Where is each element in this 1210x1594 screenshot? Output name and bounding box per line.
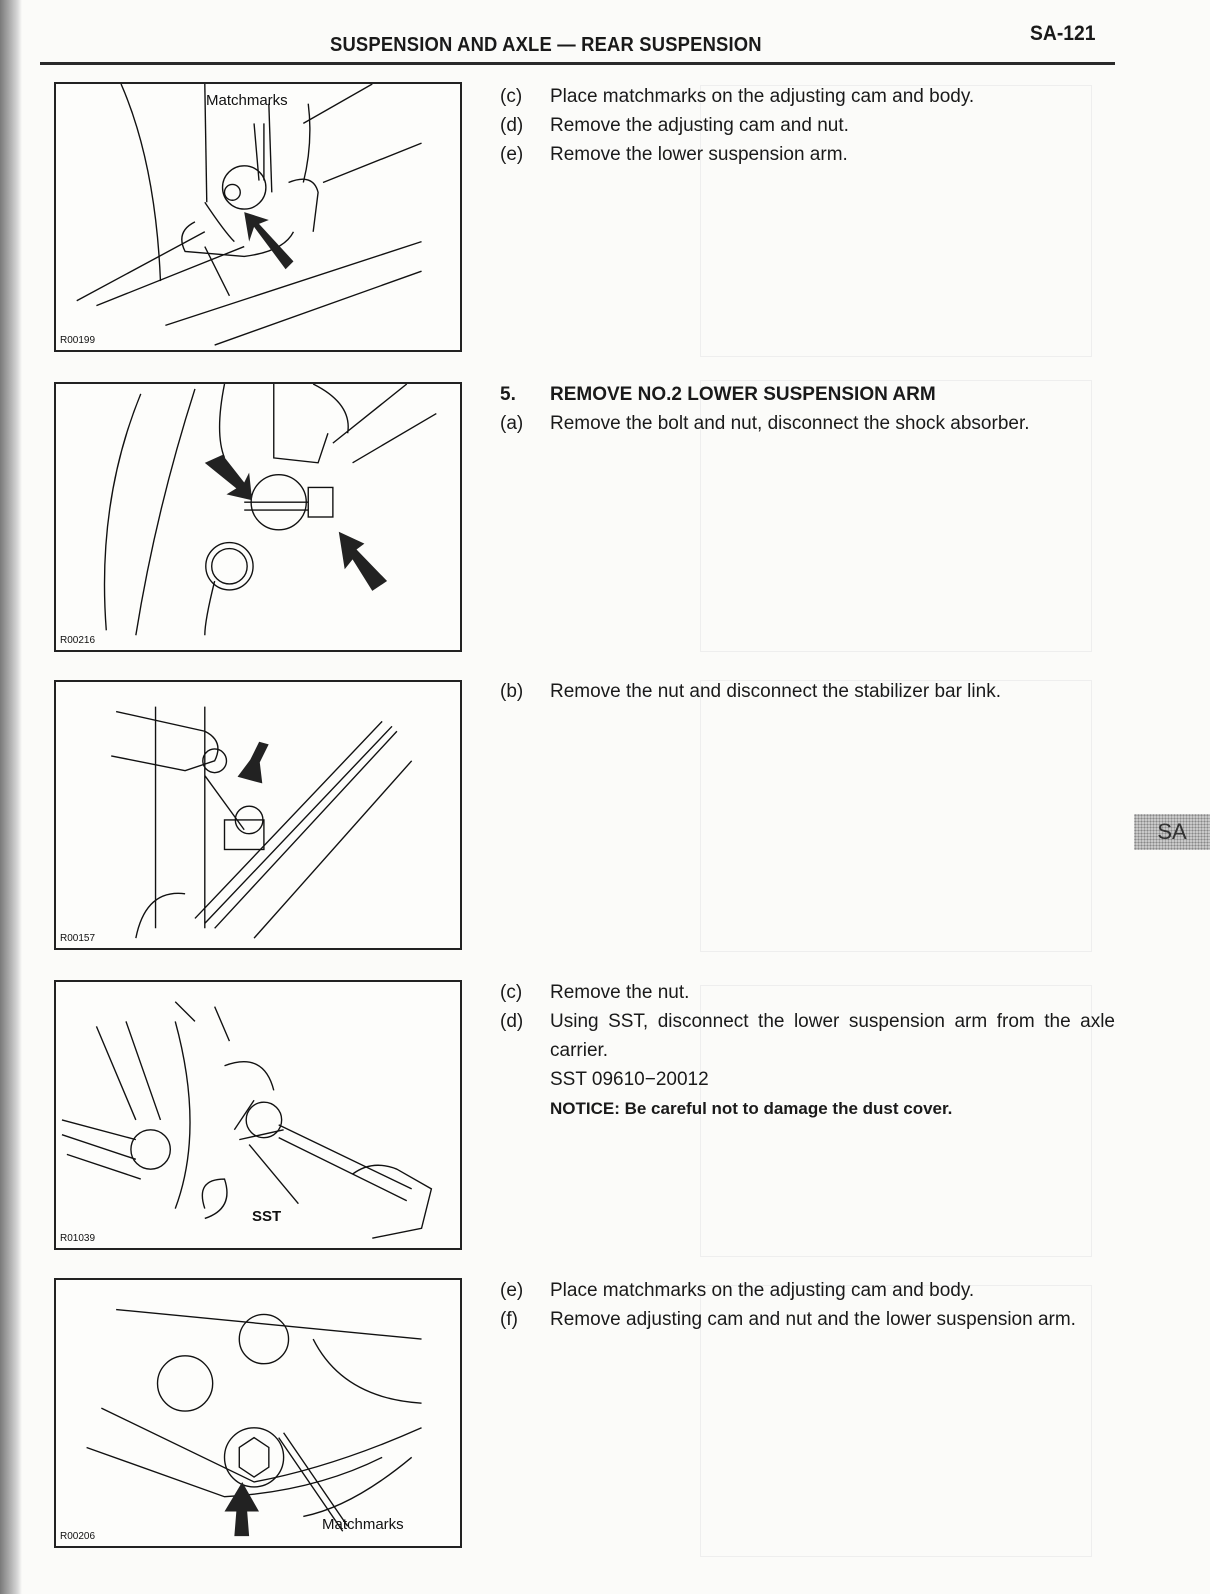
steps-section-2 (500, 380, 1115, 438)
step-d (500, 111, 1115, 140)
figure-code: R01039 (60, 1233, 96, 1244)
section-tab-sa: SA (1134, 814, 1210, 850)
page-binding-shadow (0, 0, 22, 1594)
figure-sst-lower-arm (54, 980, 462, 1250)
step-text: Place matchmarks on the adjusting cam and body. (550, 86, 975, 107)
heading-text: REMOVE NO.2 LOWER SUSPENSION ARM (550, 384, 936, 405)
section-heading (500, 380, 1115, 409)
illustration-rear-lower-arm-cam (56, 84, 460, 350)
step-text: Place matchmarks on the adjusting cam and body. (550, 1280, 975, 1301)
step-text: Using SST, disconnect the lower suspension arm from the axle carrier. (550, 1011, 1115, 1061)
page-title: SUSPENSION AND AXLE — REAR SUSPENSION (330, 34, 762, 56)
figure-shock-absorber-bolt (54, 382, 462, 652)
figure-adjusting-cam-matchmarks-2 (54, 1278, 462, 1548)
step-marker: (e) (500, 1280, 524, 1301)
steps-section-4 (500, 978, 1115, 1123)
step-text: Remove the nut and disconnect the stabilizer bar link. (550, 681, 1001, 702)
step-c (500, 978, 1115, 1007)
figure-code: R00206 (60, 1531, 96, 1542)
step-marker: (b) (500, 681, 524, 702)
step-a (500, 409, 1115, 438)
steps-section-5 (500, 1276, 1115, 1334)
step-f (500, 1305, 1115, 1334)
step-c (500, 82, 1115, 111)
step-marker: (a) (500, 413, 524, 434)
notice: NOTICE: Be careful not to damage the dust cover. (550, 1099, 953, 1118)
illustration-stabilizer-link (56, 682, 460, 948)
step-text: Remove the bolt and nut, disconnect the shock absorber. (550, 413, 1030, 434)
step-marker: (c) (500, 86, 523, 107)
step-marker: (d) (500, 115, 524, 136)
illustration-shock-absorber-mount (56, 384, 460, 650)
header-divider (40, 62, 1115, 65)
heading-number: 5. (500, 384, 516, 405)
step-marker: (f) (500, 1309, 518, 1330)
matchmarks-callout: Matchmarks (206, 92, 288, 109)
figure-adjusting-cam-matchmarks (54, 82, 462, 352)
step-text: Remove the adjusting cam and nut. (550, 115, 849, 136)
steps-section-3 (500, 677, 1115, 706)
step-b (500, 677, 1115, 706)
sst-callout: SST (252, 1208, 282, 1225)
step-text: Remove the nut. (550, 982, 690, 1003)
steps-section-1 (500, 82, 1115, 169)
step-d (500, 1007, 1115, 1065)
step-text: Remove adjusting cam and nut and the lower suspension arm. (550, 1309, 1076, 1330)
page-number: SA-121 (1030, 22, 1096, 45)
step-e (500, 1276, 1115, 1305)
step-marker: (d) (500, 1011, 524, 1032)
matchmarks-callout: Matchmarks (322, 1516, 404, 1533)
figure-code: R00216 (60, 635, 96, 646)
illustration-rear-cam-bolt (56, 1280, 460, 1546)
step-marker: (e) (500, 144, 524, 165)
step-marker: (c) (500, 982, 523, 1003)
step-e (500, 140, 1115, 169)
figure-stabilizer-bar-link (54, 680, 462, 950)
sst-number: SST 09610−20012 (550, 1069, 709, 1090)
step-text: Remove the lower suspension arm. (550, 144, 848, 165)
bleed-through-frame (700, 680, 1092, 952)
figure-code: R00199 (60, 335, 96, 346)
figure-code: R00157 (60, 933, 96, 944)
